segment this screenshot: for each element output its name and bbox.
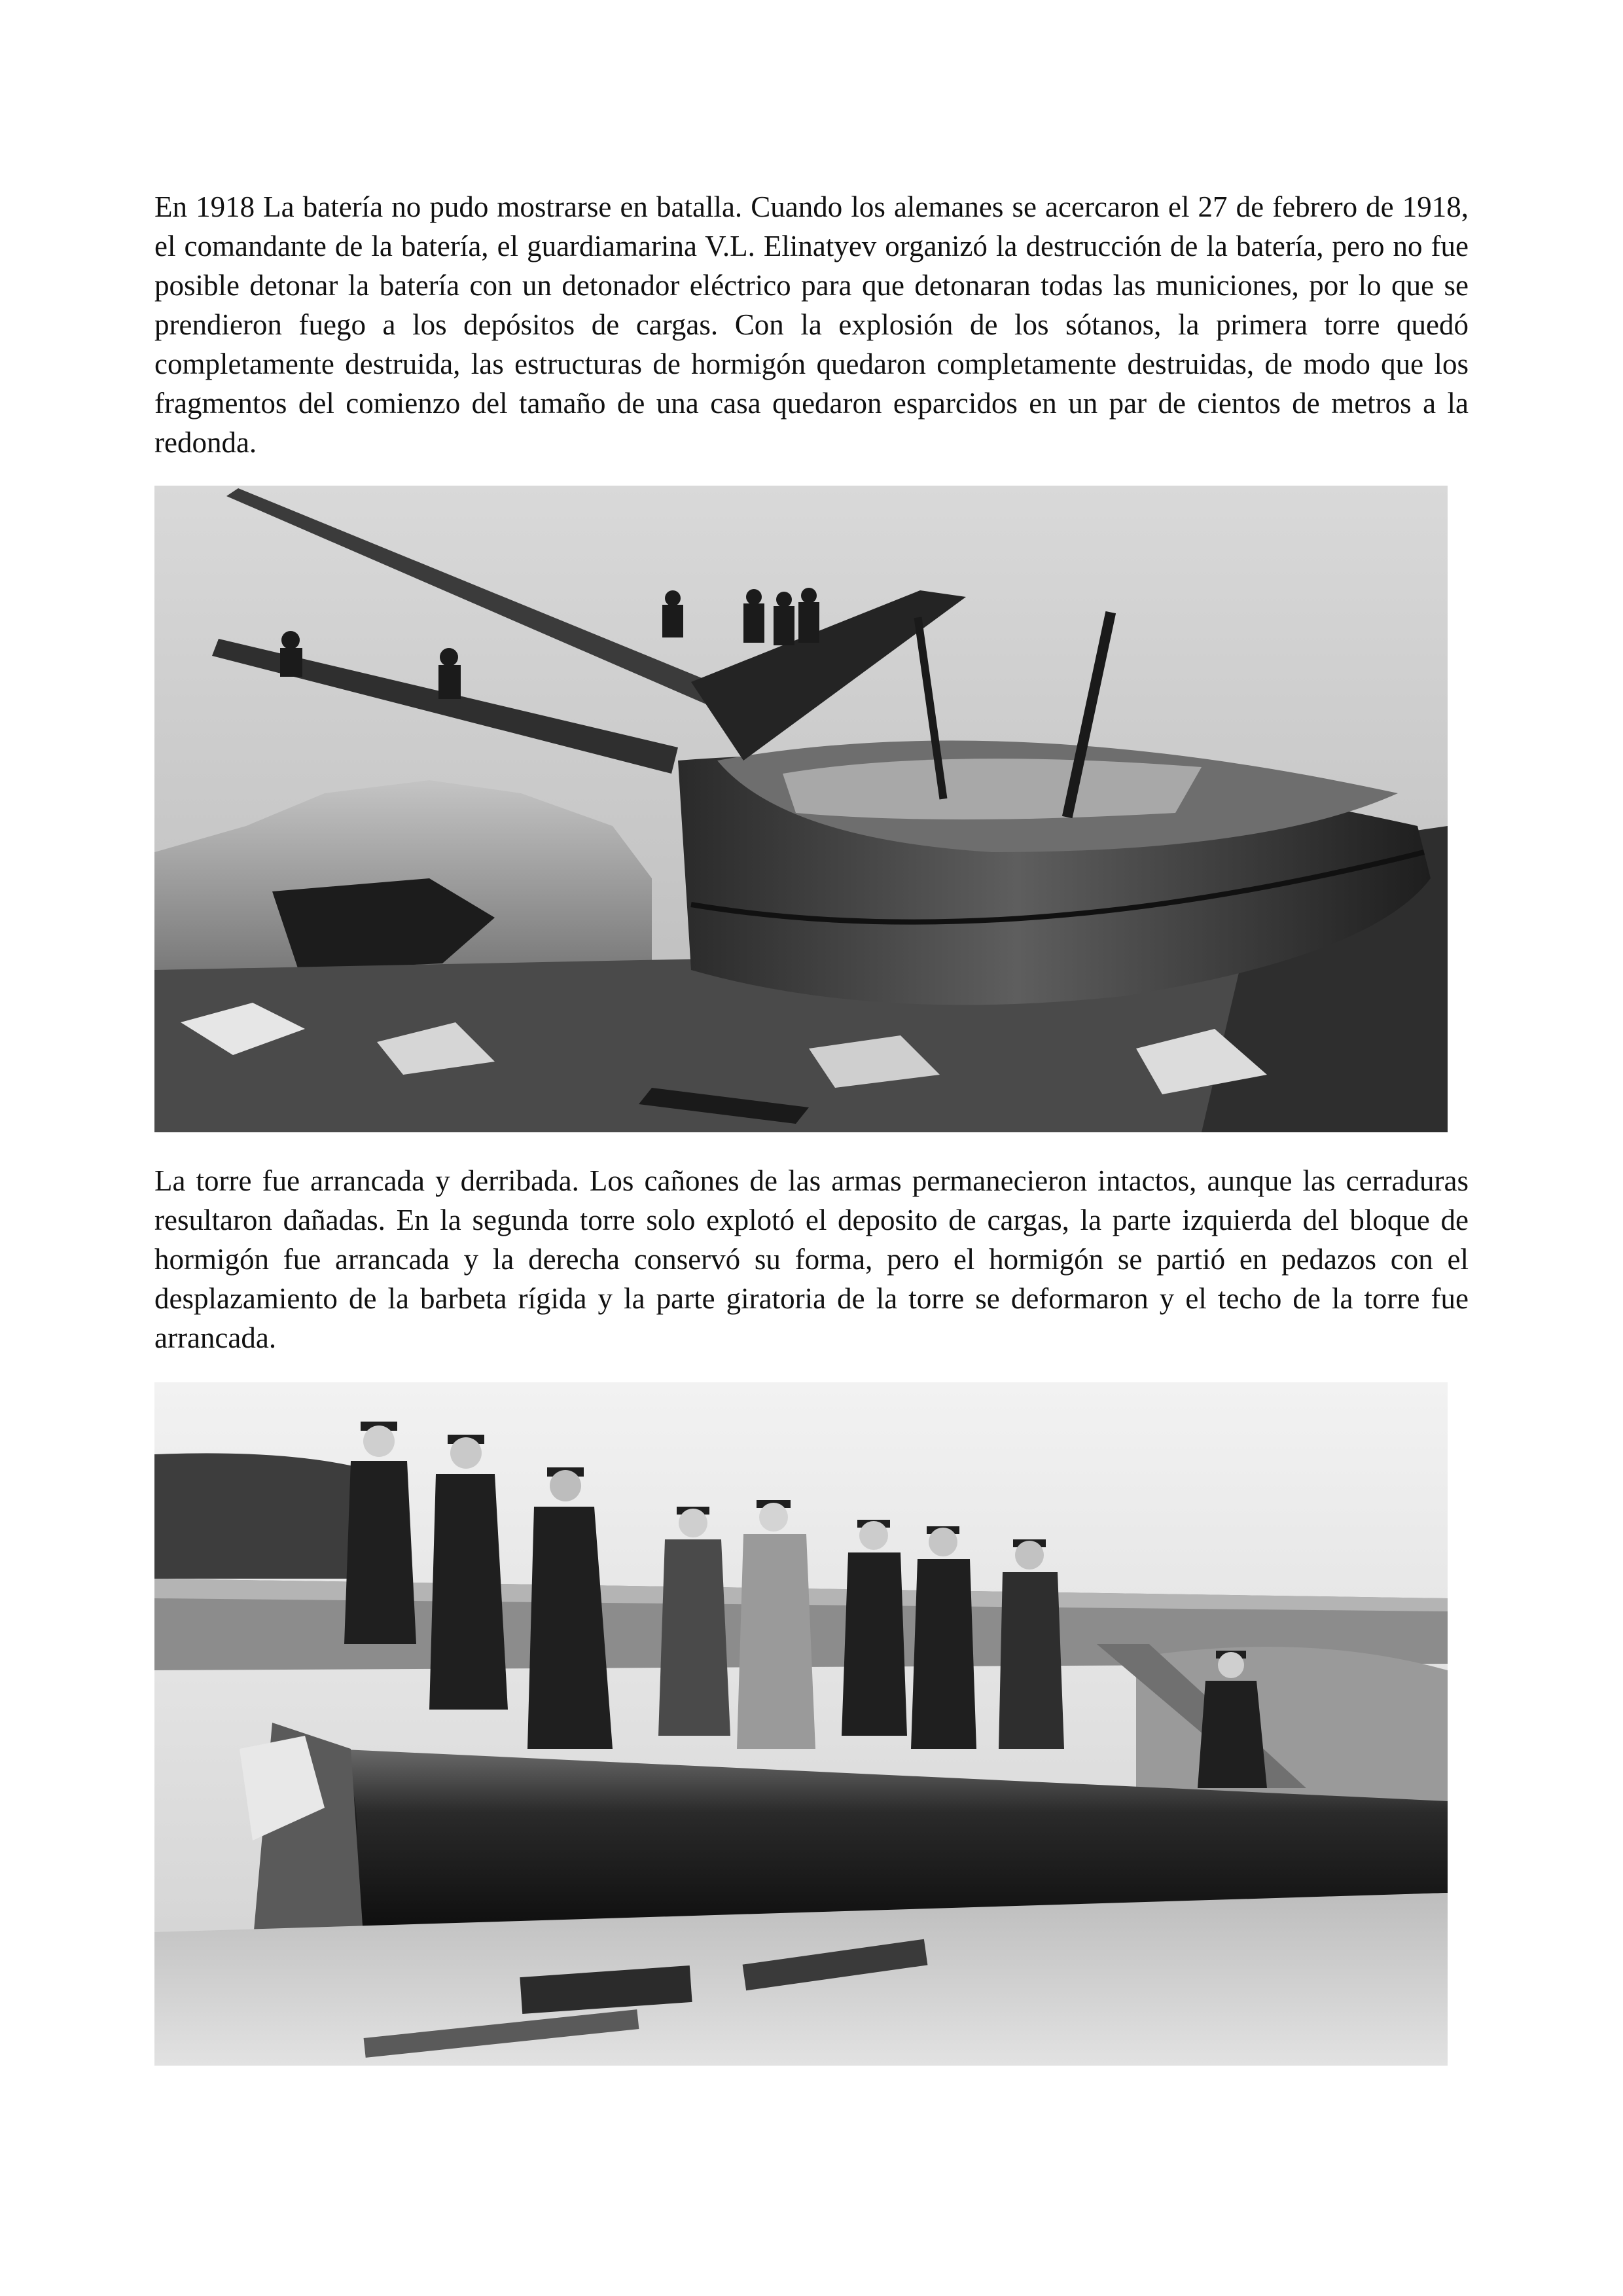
officers-photo-graphic [154, 1382, 1448, 2066]
turret-photo-graphic [154, 486, 1448, 1132]
destroyed-gun-turret-photo [154, 486, 1448, 1132]
paragraph-2: La torre fue arrancada y derribada. Los cañones de las armas permanecieron intactos, aunque las cerraduras resultaron dañadas. En la segunda torre solo explotó el deposito de cargas, la parte izquierda del bloque de hormigón fue arrancada y la derecha conservó su forma, pero el hormigón se partió en pedazos con el desplazamiento de la barbeta rígida y la parte giratoria de la torre se deformaron y el techo de la torre fue arrancada. [154, 1164, 1469, 1354]
officers-on-gun-barrel-photo [154, 1382, 1448, 2066]
paragraph-1: En 1918 La batería no pudo mostrarse en batalla. Cuando los alemanes se acercaron el 27 de febrero de 1918, el comandante de la batería, el guardiamarina V.L. Elinatyev organizó la destrucción de la batería, pero no fue posible detonar la batería con un detonador eléctrico para que detonaran todas las municiones, por lo que se prendieron fuego a los depósitos de cargas. Con la explosión de los sótanos, la primera torre quedó completamente destruida, las estructuras de hormigón quedaron completamente destruidas, de modo que los fragmentos del comienzo del tamaño de una casa quedaron esparcidos en un par de cientos de metros a la redonda. [154, 190, 1469, 459]
